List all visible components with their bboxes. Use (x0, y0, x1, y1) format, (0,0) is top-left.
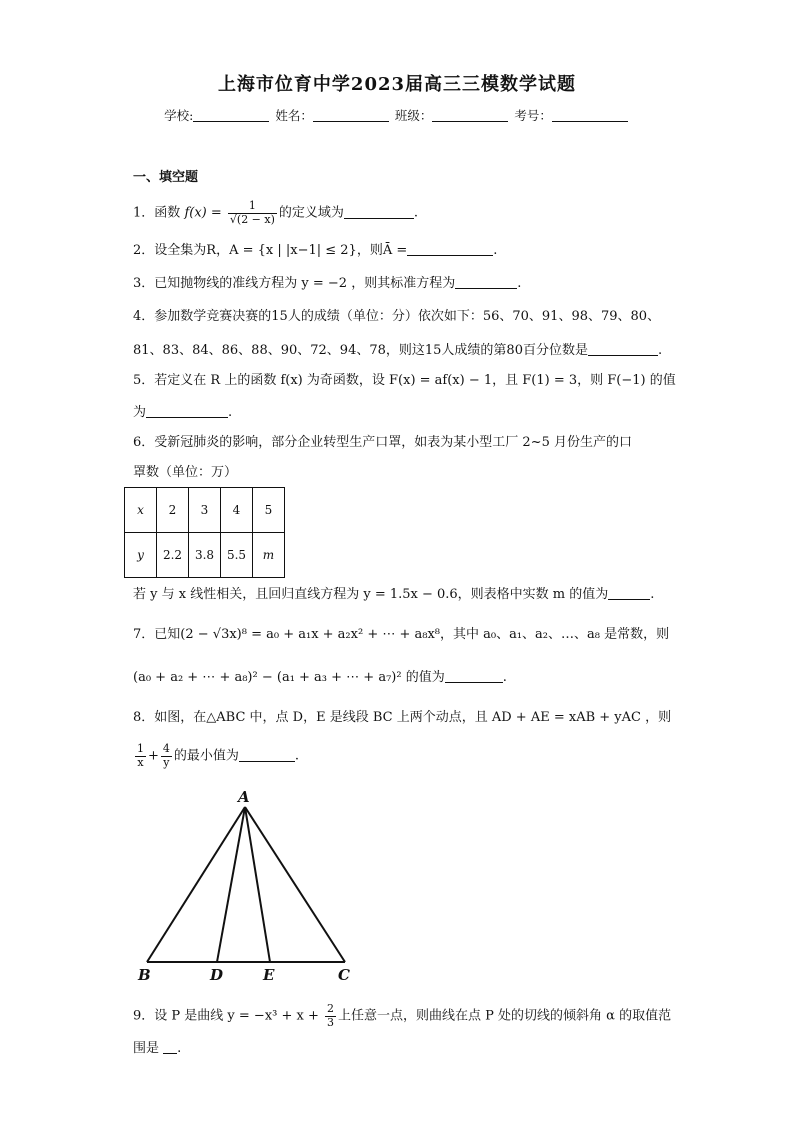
question-2: 2．设全集为R，A = {x | |x−1| ≤ 2}，则Ā = . (133, 243, 498, 258)
table-cell: 4 (221, 488, 253, 533)
school-label: 学校: (164, 108, 194, 123)
question-7-line-2: (a₀ + a₂ + ⋯ + a₈)² − (a₁ + a₃ + ⋯ + a₇)² 的值为 . (133, 670, 507, 685)
question-4-line-2: 81、83、84、86、88、90、72、94、78，则这15人成绩的第80百分位数是 . (133, 343, 663, 358)
class-blank[interactable] (432, 121, 508, 122)
question-5-line-2: 为 . (133, 405, 233, 420)
side-ac (245, 807, 345, 962)
label-b: B (138, 966, 151, 984)
label-d: D (210, 966, 224, 984)
table-cell: 3.8 (189, 533, 221, 578)
exam-no-label: 考号： (514, 108, 552, 123)
table-cell: 2.2 (157, 533, 189, 578)
school-blank[interactable] (193, 121, 269, 122)
table-cell: m (253, 533, 285, 578)
table-row (125, 488, 285, 533)
question-1: 1．函数 f(x) = $\frac{1}{√(2 - x)}$ 的定义域为 . (133, 199, 419, 226)
fraction: $\frac{4}{y}$ (162, 742, 170, 769)
label-c: C (338, 966, 350, 984)
question-8-line-2: $\frac{1}{x}$ + $\frac{4}{y}$ 的最小值为 . (137, 742, 300, 769)
answer-blank[interactable] (344, 206, 414, 219)
table-cell: 5 (253, 488, 285, 533)
question-3: 3．已知抛物线的准线方程为 y = −2 ，则其标准方程为 . (133, 276, 522, 291)
answer-blank[interactable] (163, 1041, 177, 1054)
student-info-line (0, 106, 794, 124)
fraction: $\frac{2}{3}$ (327, 1002, 335, 1029)
table-cell: 2 (157, 488, 189, 533)
answer-blank[interactable] (239, 749, 295, 762)
name-label: 姓名： (275, 108, 313, 123)
question-7-line-1: 7．已知(2 − √3x)⁸ = a₀ + a₁x + a₂x² + ⋯ + a₈x⁸，其中 a₀、a₁、a₂、…、a₈ 是常数，则 (133, 627, 670, 642)
exam-no-blank[interactable] (552, 121, 628, 122)
class-label: 班级： (394, 108, 433, 123)
segment-ae (245, 807, 270, 962)
question-6-line-1: 6．受新冠肺炎的影响，部分企业转型生产口罩，如表为某小型工厂 2~5 月份生产的口 (133, 435, 632, 450)
fraction: $\frac{1}{√(2 - x)}$ (229, 199, 275, 226)
label-a: A (238, 788, 250, 806)
answer-blank[interactable] (588, 343, 658, 356)
triangle-figure (130, 785, 370, 985)
question-4-line-1: 4．参加数学竞赛决赛的15人的成绩（单位：分）依次如下：56、70、91、98、79、80、 (133, 309, 661, 324)
label-e: E (263, 966, 275, 984)
question-9-line-2: 围是 . (133, 1041, 182, 1056)
question-8-line-1: 8．如图，在△ABC 中，点 D，E 是线段 BC 上两个动点，且 AD + AE = xAB + yAC ，则 (133, 710, 672, 725)
table-cell: 5.5 (221, 533, 253, 578)
answer-blank[interactable] (608, 587, 650, 600)
section-title: 一、填空题 (133, 170, 199, 185)
answer-blank[interactable] (455, 276, 517, 289)
fraction: $\frac{1}{x}$ (137, 742, 144, 769)
question-6-line-2: 罩数（单位：万） (133, 465, 238, 480)
question-5-line-1: 5．若定义在 R 上的函数 f(x) 为奇函数，设 F(x) = af(x) − 1，且 F(1) = 3，则 F(−1) 的值 (133, 373, 676, 388)
question-9-line-1: 9．设 P 是曲线 y = −x³ + x + $\frac{2}{3}$ 上任意一点，则曲线在点 P 处的切线的倾斜角 α 的取值范 (133, 1002, 672, 1029)
table-row (125, 533, 285, 578)
answer-blank[interactable] (407, 243, 493, 256)
answer-blank[interactable] (146, 405, 228, 418)
table-cell: x (125, 488, 157, 533)
question-6-line-3: 若 y 与 x 线性相关，且回归直线方程为 y = 1.5x − 0.6，则表格中实数 m 的值为 . (133, 587, 655, 602)
table-cell: y (125, 533, 157, 578)
table-cell: 3 (189, 488, 221, 533)
name-blank[interactable] (313, 121, 389, 122)
page-title: 上海市位育中学2023届高三三模数学试题 (217, 74, 577, 95)
answer-blank[interactable] (445, 670, 503, 683)
data-table (124, 487, 285, 578)
